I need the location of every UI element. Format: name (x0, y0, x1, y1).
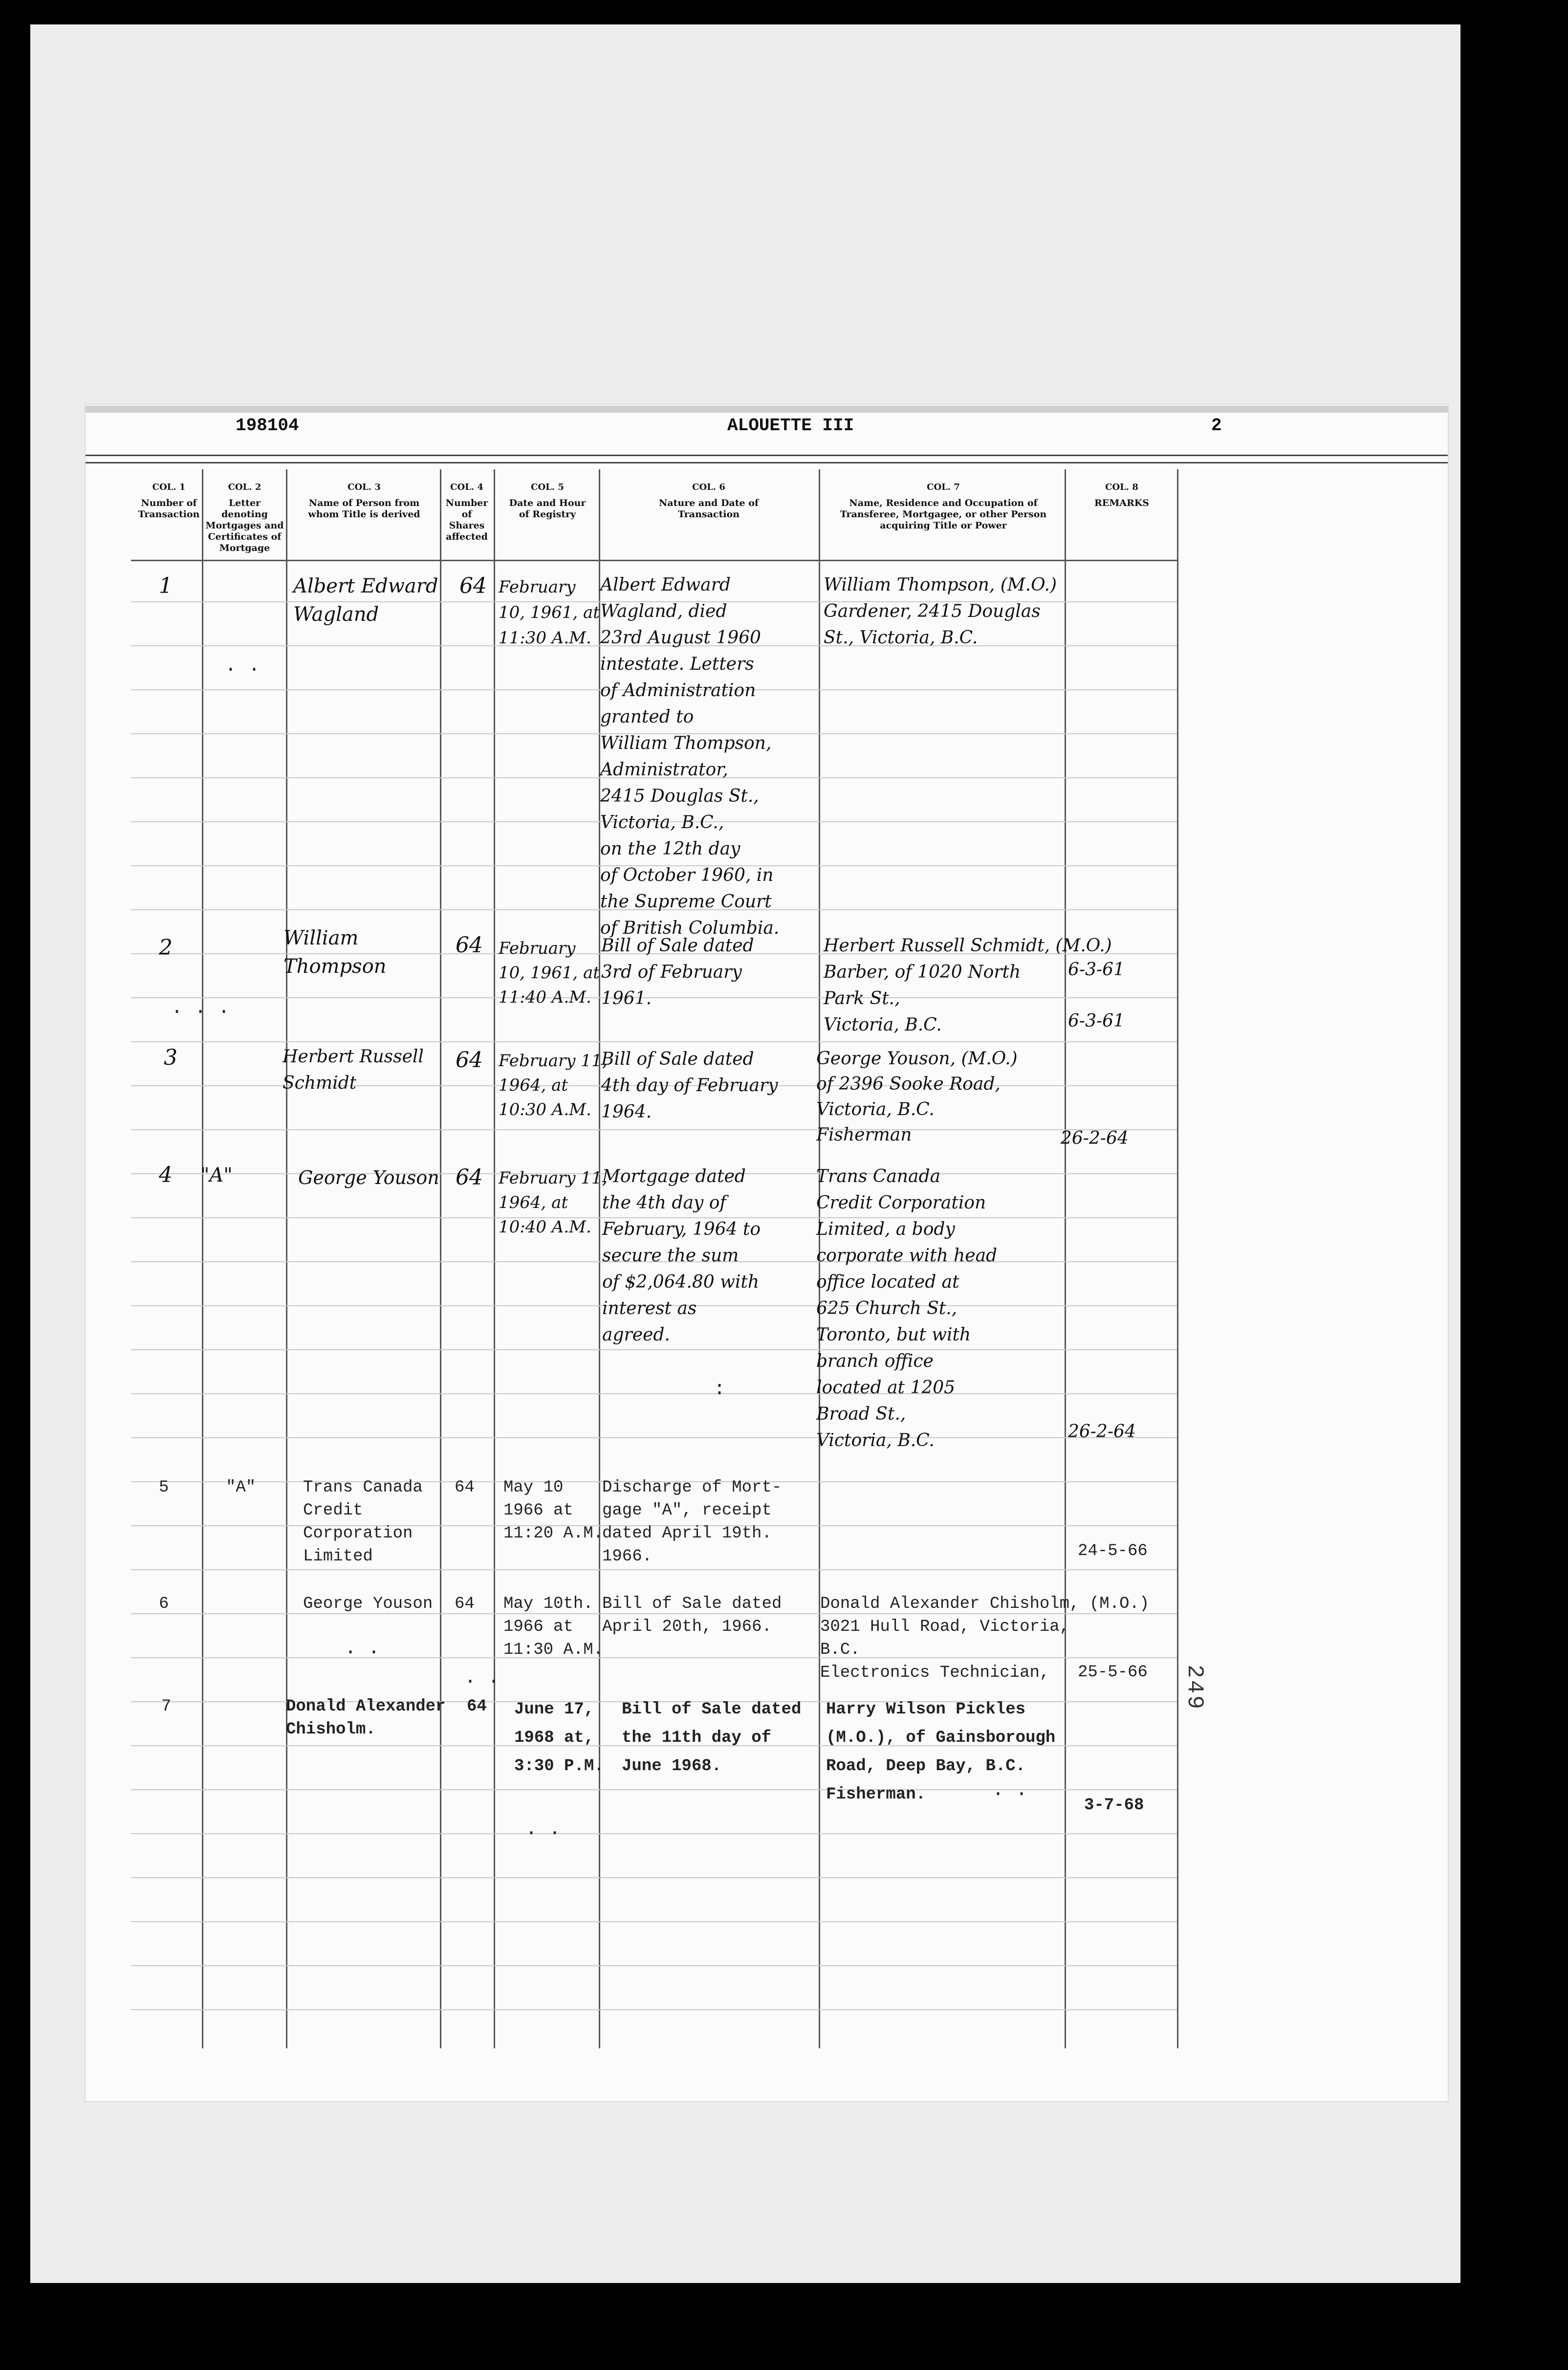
transaction-nature: Discharge of Mort- gage "A", receipt dated April 19th. 1966. (602, 1478, 782, 1566)
column-divider (1177, 469, 1178, 2048)
transaction-nature: Mortgage dated the 4th day of February, 1964 to secure the sum of $2,064.80 with interest as agreed. (602, 1166, 761, 1345)
registry-datetime: February 10, 1961, at 11:30 A.M. (499, 577, 600, 648)
ruled-line (131, 1569, 1177, 1570)
column-header-3 (293, 482, 435, 520)
remarks-date: 26-2-64 (1061, 1128, 1129, 1148)
transaction-number: 5 (159, 1478, 169, 1497)
column-divider (286, 469, 287, 2048)
vessel-name: ALOUETTE III (727, 416, 854, 436)
title-from: George Youson (298, 1167, 439, 1188)
header-rule-2 (86, 462, 1448, 463)
column-title: REMARKS (1094, 498, 1150, 508)
column-title: Number of Shares affected (445, 498, 488, 542)
ruled-line (131, 1921, 1177, 1922)
shares: 64 (456, 1048, 483, 1073)
column-title: Date and Hour of Registry (509, 498, 586, 520)
registry-datetime: February 10, 1961, at 11:40 A.M. (499, 939, 600, 1007)
column-number: COL. 1 (152, 482, 186, 492)
page-top-edge (86, 406, 1448, 413)
column-divider (494, 469, 495, 2048)
remarks-date: 25-5-66 (1078, 1663, 1148, 1682)
column-title: Letter denoting Mortgages and Certificates of Mortgage (205, 498, 284, 553)
shares: 64 (467, 1697, 487, 1716)
ruled-line (131, 1041, 1177, 1042)
dot-marks: . . (464, 1667, 500, 1689)
transaction-nature: Bill of Sale dated 4th day of February 1964. (601, 1049, 778, 1122)
column-header-8 (1075, 482, 1168, 509)
ruled-line (131, 1965, 1177, 1966)
column-divider (1065, 469, 1066, 2048)
dot-marks: . . . (171, 997, 230, 1019)
column-number: COL. 6 (692, 482, 725, 492)
column-header-4 (442, 482, 491, 543)
title-from: Albert Edward Wagland (293, 575, 438, 626)
column-divider (440, 469, 441, 2048)
column-header-6 (635, 482, 782, 520)
header-rule (86, 455, 1448, 456)
remarks-date: 26-2-64 (1068, 1422, 1136, 1442)
transaction-number: 2 (159, 935, 173, 960)
column-header-5 (503, 482, 591, 520)
mortgage-letter: "A" (200, 1164, 233, 1186)
shares: 64 (456, 1165, 483, 1190)
transaction-nature: Bill of Sale dated the 11th day of June 1968. (622, 1700, 802, 1776)
registry-datetime: May 10 1966 at 11:20 A.M. (503, 1478, 604, 1543)
shares: 64 (456, 933, 483, 958)
column-number: COL. 3 (348, 482, 381, 492)
column-header-1 (136, 482, 202, 520)
column-divider (202, 469, 203, 2048)
margin-stamp: 249 (1182, 1665, 1207, 1711)
transaction-nature: Albert Edward Wagland, died 23rd August 1960 intestate. Letters of Administration granted to William Thompson, Administrator, 2415 Douglas St., Victoria, B.C., on the 12th day of October 1960, in the Supreme Court of British Columbia. (600, 575, 780, 938)
record-number: 198104 (236, 416, 299, 436)
ruled-line (131, 1349, 1177, 1350)
registry-datetime: June 17, 1968 at, 3:30 P.M. (514, 1700, 604, 1776)
transaction-number: 6 (159, 1595, 169, 1613)
title-from: Herbert Russell Schmidt (283, 1047, 424, 1093)
mortgage-letter: "A" (226, 1478, 256, 1497)
column-title: Number of Transaction (138, 498, 200, 520)
title-from: George Youson (303, 1595, 433, 1613)
transaction-nature: Bill of Sale dated April 20th, 1966. (602, 1595, 782, 1636)
title-from: Trans Canada Credit Corporation Limited (303, 1478, 423, 1566)
ruled-line (131, 1877, 1177, 1878)
ruled-line (131, 1833, 1177, 1834)
column-number: COL. 2 (228, 482, 261, 492)
ruled-line (131, 1129, 1177, 1130)
transferee: William Thompson, (M.O.) Gardener, 2415 Douglas St., Victoria, B.C. (824, 575, 1057, 648)
transaction-number: 7 (161, 1697, 172, 1716)
shares: 64 (455, 1595, 475, 1613)
transferee: Donald Alexander Chisholm, (M.O.) 3021 Hull Road, Victoria, B.C. Electronics Technician, (820, 1595, 1150, 1682)
column-title: Name, Residence and Occupation of Transferee, Mortgagee, or other Person acquiring Title or Power (840, 498, 1047, 531)
column-title: Nature and Date of Transaction (658, 498, 759, 520)
dot-marks: . . (345, 1638, 380, 1660)
transaction-number: 4 (159, 1163, 173, 1187)
remarks-date: 6-3-61 (1068, 960, 1125, 980)
column-number: COL. 5 (531, 482, 564, 492)
dot-marks: . . (525, 1819, 561, 1841)
transferee: Trans Canada Credit Corporation Limited, a body corporate with head office located at 625 Church St., Toronto, but with branch office located at 1205 Broad St., Victoria, B.C. (816, 1166, 998, 1450)
column-header-7 (831, 482, 1056, 531)
page-number: 2 (1211, 416, 1222, 436)
registry-datetime: May 10th. 1966 at 11:30 A.M. (503, 1595, 604, 1659)
transaction-number: 3 (164, 1045, 177, 1070)
registry-datetime: February 11, 1964, at 10:40 A.M. (499, 1168, 608, 1237)
ruled-line (131, 2009, 1177, 2010)
ruled-line (131, 1393, 1177, 1394)
column-title: Name of Person from whom Title is derived (308, 498, 420, 520)
column-header-rule (131, 560, 1177, 561)
remarks-date: 6-3-61 (1068, 1011, 1125, 1031)
shares: 64 (459, 573, 487, 598)
title-from: William Thompson (283, 927, 387, 978)
registry-datetime: February 11, 1964, at 10:30 A.M. (499, 1051, 608, 1119)
transaction-nature: Bill of Sale dated 3rd of February 1961. (601, 936, 754, 1009)
remarks-date: 24-5-66 (1078, 1542, 1148, 1560)
ruled-line (131, 1437, 1177, 1438)
column-number: COL. 4 (450, 482, 483, 492)
dot-marks: . . (225, 655, 261, 677)
column-number: COL. 7 (927, 482, 960, 492)
transferee: Herbert Russell Schmidt, (M.O.) Barber, of 1020 North Park St., Victoria, B.C. (824, 936, 1112, 1035)
transferee: Harry Wilson Pickles (M.O.), of Gainsborough Road, Deep Bay, B.C. Fisherman. (826, 1700, 1056, 1804)
transaction-number: 1 (159, 573, 173, 598)
dot-marks: : (714, 1379, 726, 1401)
dot-marks: . . (992, 1779, 1028, 1801)
column-header-2 (204, 482, 285, 554)
transferee: George Youson, (M.O.) of 2396 Sooke Road, Victoria, B.C. Fisherman (816, 1049, 1018, 1145)
remarks-date: 3-7-68 (1084, 1796, 1144, 1815)
shares: 64 (455, 1478, 475, 1497)
title-from: Donald Alexander Chisholm. (286, 1697, 446, 1739)
column-number: COL. 8 (1105, 482, 1138, 492)
